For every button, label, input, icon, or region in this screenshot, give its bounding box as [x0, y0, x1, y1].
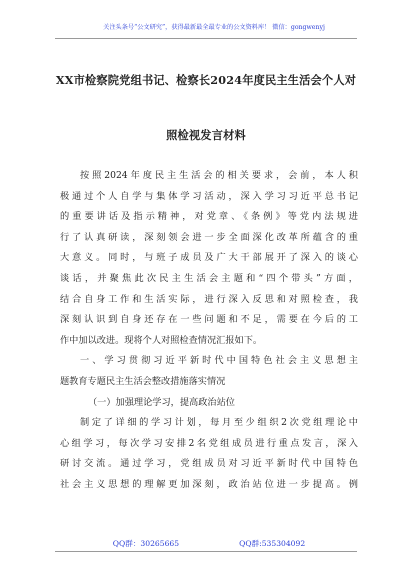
paragraph-line: 研讨交流。通过学习，党组成员对习近平新时代中国特色: [60, 458, 358, 470]
header-divider: [55, 38, 357, 39]
document-title-line-1: XX市检察院党组书记、检察长2024年度民主生活会个人对: [55, 73, 357, 87]
footer-qq-group-2: QQ群:535304092: [239, 539, 306, 548]
paragraph-line: 大意义。同时，与班子成员及广大干部展开了深入的谈心: [60, 252, 358, 264]
footer-bar: [60, 538, 358, 549]
document-title-line-2: 照检视发言材料: [166, 128, 246, 142]
paragraph-line: 社会主义思想的理解更加深刻，政治站位进一步提高。例: [60, 478, 358, 490]
section-heading-line: 题教育专题民主生活会整改措施落实情况: [60, 375, 226, 387]
paragraph-line: 按照2024年度民主生活会的相关要求，会前，本人积: [80, 170, 358, 181]
paragraph-line: 行了认真研读，深刻领会进一步全面深化改革所蕴含的重: [60, 231, 358, 243]
paragraph-line: 的重要讲话及指示精神，对党章、《条例》等党内法规进: [60, 211, 358, 223]
paragraph-line: 极通过个人自学与集体学习活动，深入学习习近平总书记: [60, 190, 358, 202]
paragraph-line: 结合自身工作和生活实际，进行深入反思和对照检查，我: [60, 293, 358, 305]
paragraph-line: 制定了详细的学习计划，每月至少组织2次党组理论中: [80, 417, 358, 429]
footer-divider: [55, 551, 357, 552]
paragraph-line: 谈话，并聚焦此次民主生活会主题和“四个带头”方面，: [60, 272, 358, 284]
section-heading-line: 一、学习贯彻习近平新时代中国特色社会主义思想主: [80, 355, 358, 367]
paragraph-line: 作中加以改进。现将个人对照检查情况汇报如下。: [60, 334, 263, 346]
paragraph-line: 深刻认识到自身还存在一些问题和不足，需要在今后的工: [60, 314, 358, 326]
document-body: [60, 166, 358, 496]
subsection-heading: （一）加强理论学习，提高政治站位: [88, 396, 235, 408]
header-banner: 关注头条号“公文研究”，获得最新最全最专业的公文资料库！ 微信：gongwenyj: [103, 24, 325, 31]
footer-qq-group-1: QQ群：30265665: [112, 539, 180, 548]
paragraph-line: 心组学习，每次学习安排2名党组成员进行重点发言，深入: [60, 437, 358, 449]
